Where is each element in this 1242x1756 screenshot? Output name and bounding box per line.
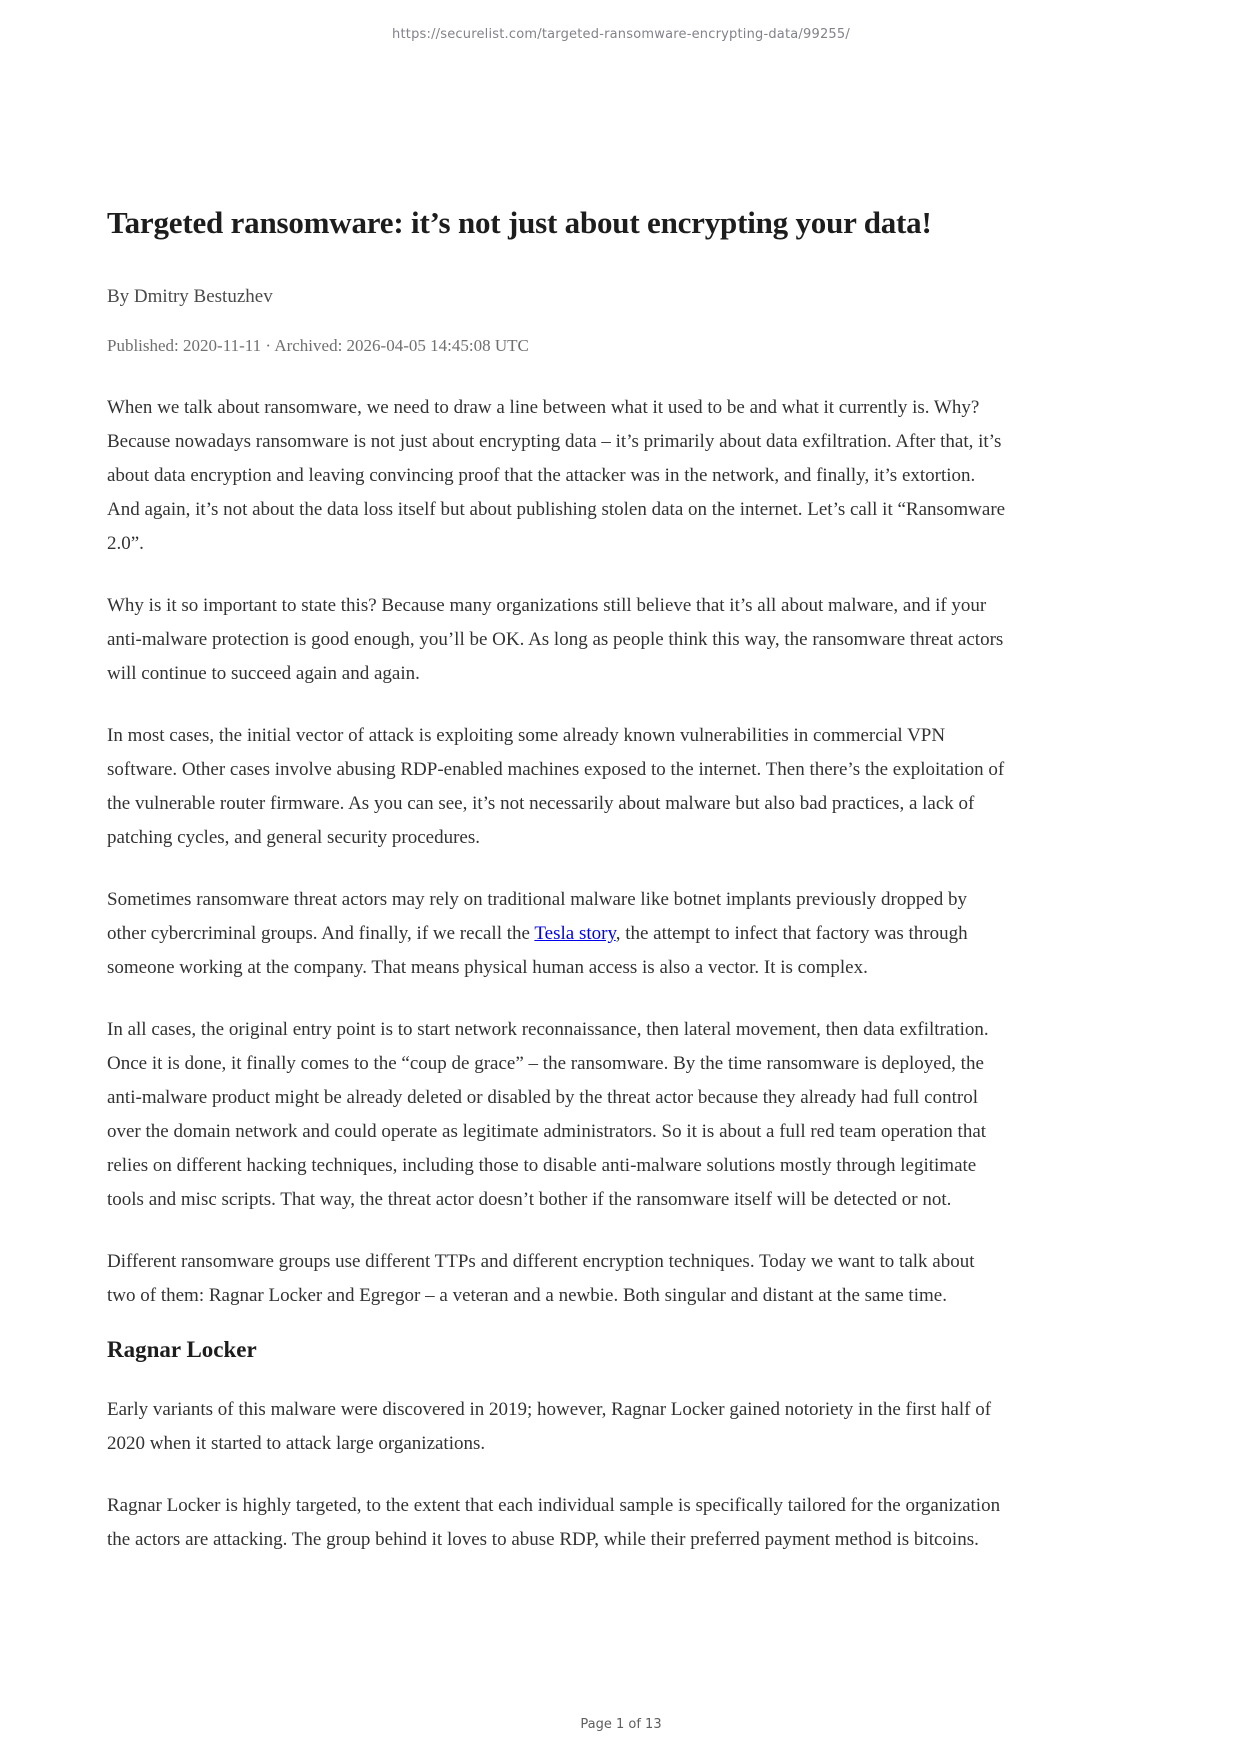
article-paragraph: Ragnar Locker is highly targeted, to the extent that each individual sample is specifically tailored for the organization the actors are attacking. The group behind it loves to abuse RDP, while their preferred payment method is bitcoins. bbox=[107, 1495, 1001, 1550]
published-archived-line: Published: 2020-11-11 · Archived: 2026-04-05 14:45:08 UTC bbox=[107, 336, 529, 355]
article-paragraph: Early variants of this malware were discovered in 2019; however, Ragnar Locker gained notoriety in the first half of 2020 when it started to attack large organizations. bbox=[107, 1399, 992, 1454]
article-paragraph: In most cases, the initial vector of attack is exploiting some already known vulnerabilities in commercial VPN software. Other cases involve abusing RDP-enabled machines exposed to the internet. Then there’s the exploitation of the vulnerable router firmware. As you can see, it’s not necessarily about malware but also bad practices, a lack of patching cycles, and general security procedures. bbox=[107, 725, 1005, 848]
article-paragraph: In all cases, the original entry point is to start network reconnaissance, then lateral movement, then data exfiltration. Once it is done, it finally comes to the “coup de grace” – the ransomware. By the time ransomware is deployed, the anti-malware product might be already deleted or disabled by the threat actor because they already had full control over the domain network and could operate as legitimate administrators. So it is about a full red team operation that relies on different hacking techniques, including those to disable anti-malware solutions mostly through legitimate tools and misc scripts. That way, the threat actor doesn’t bother if the ransomware itself will be detected or not. bbox=[107, 1019, 989, 1210]
article-paragraph: When we talk about ransomware, we need to draw a line between what it used to be and what it currently is. Why? Because nowadays ransomware is not just about encrypting data – it’s primarily about data exfiltration. After that, it’s about data encryption and leaving convincing proof that the attacker was in the network, and finally, it’s extortion. And again, it’s not about the data loss itself but about publishing stolen data on the internet. Let’s call it “Ransomware 2.0”. bbox=[107, 397, 1006, 554]
paragraph-text: Sometimes ransomware threat actors may rely on traditional malware like botnet implants previously dropped by other cybercriminal groups. And finally, if we recall the bbox=[107, 889, 968, 944]
article-byline: By Dmitry Bestuzhev bbox=[107, 286, 273, 307]
article-paragraph bbox=[107, 883, 1007, 985]
article-paragraph: Why is it so important to state this? Because many organizations still believe that it’s all about malware, and if your anti-malware protection is good enough, you’ll be OK. As long as people think this way, the ransomware threat actors will continue to succeed again and again. bbox=[107, 595, 1004, 684]
page-number: Page 1 of 13 bbox=[580, 1717, 662, 1732]
paragraph-text: , the attempt to infect that factory was through someone working at the company. That means physical human access is also a vector. It is complex. bbox=[107, 923, 968, 978]
tesla-story-link[interactable]: Tesla story bbox=[534, 923, 616, 944]
section-heading-ragnar-locker: Ragnar Locker bbox=[107, 1337, 257, 1362]
article-paragraph: Different ransomware groups use different TTPs and different encryption techniques. Today we want to talk about two of them: Ragnar Locker and Egregor – a veteran and a newbie. Both singular and distant at the same time. bbox=[107, 1251, 975, 1306]
article-content bbox=[107, 0, 1007, 1557]
page-url: https://securelist.com/targeted-ransomware-encrypting-data/99255/ bbox=[392, 27, 850, 42]
article-title: Targeted ransomware: it’s not just about encrypting your data! bbox=[107, 205, 932, 240]
